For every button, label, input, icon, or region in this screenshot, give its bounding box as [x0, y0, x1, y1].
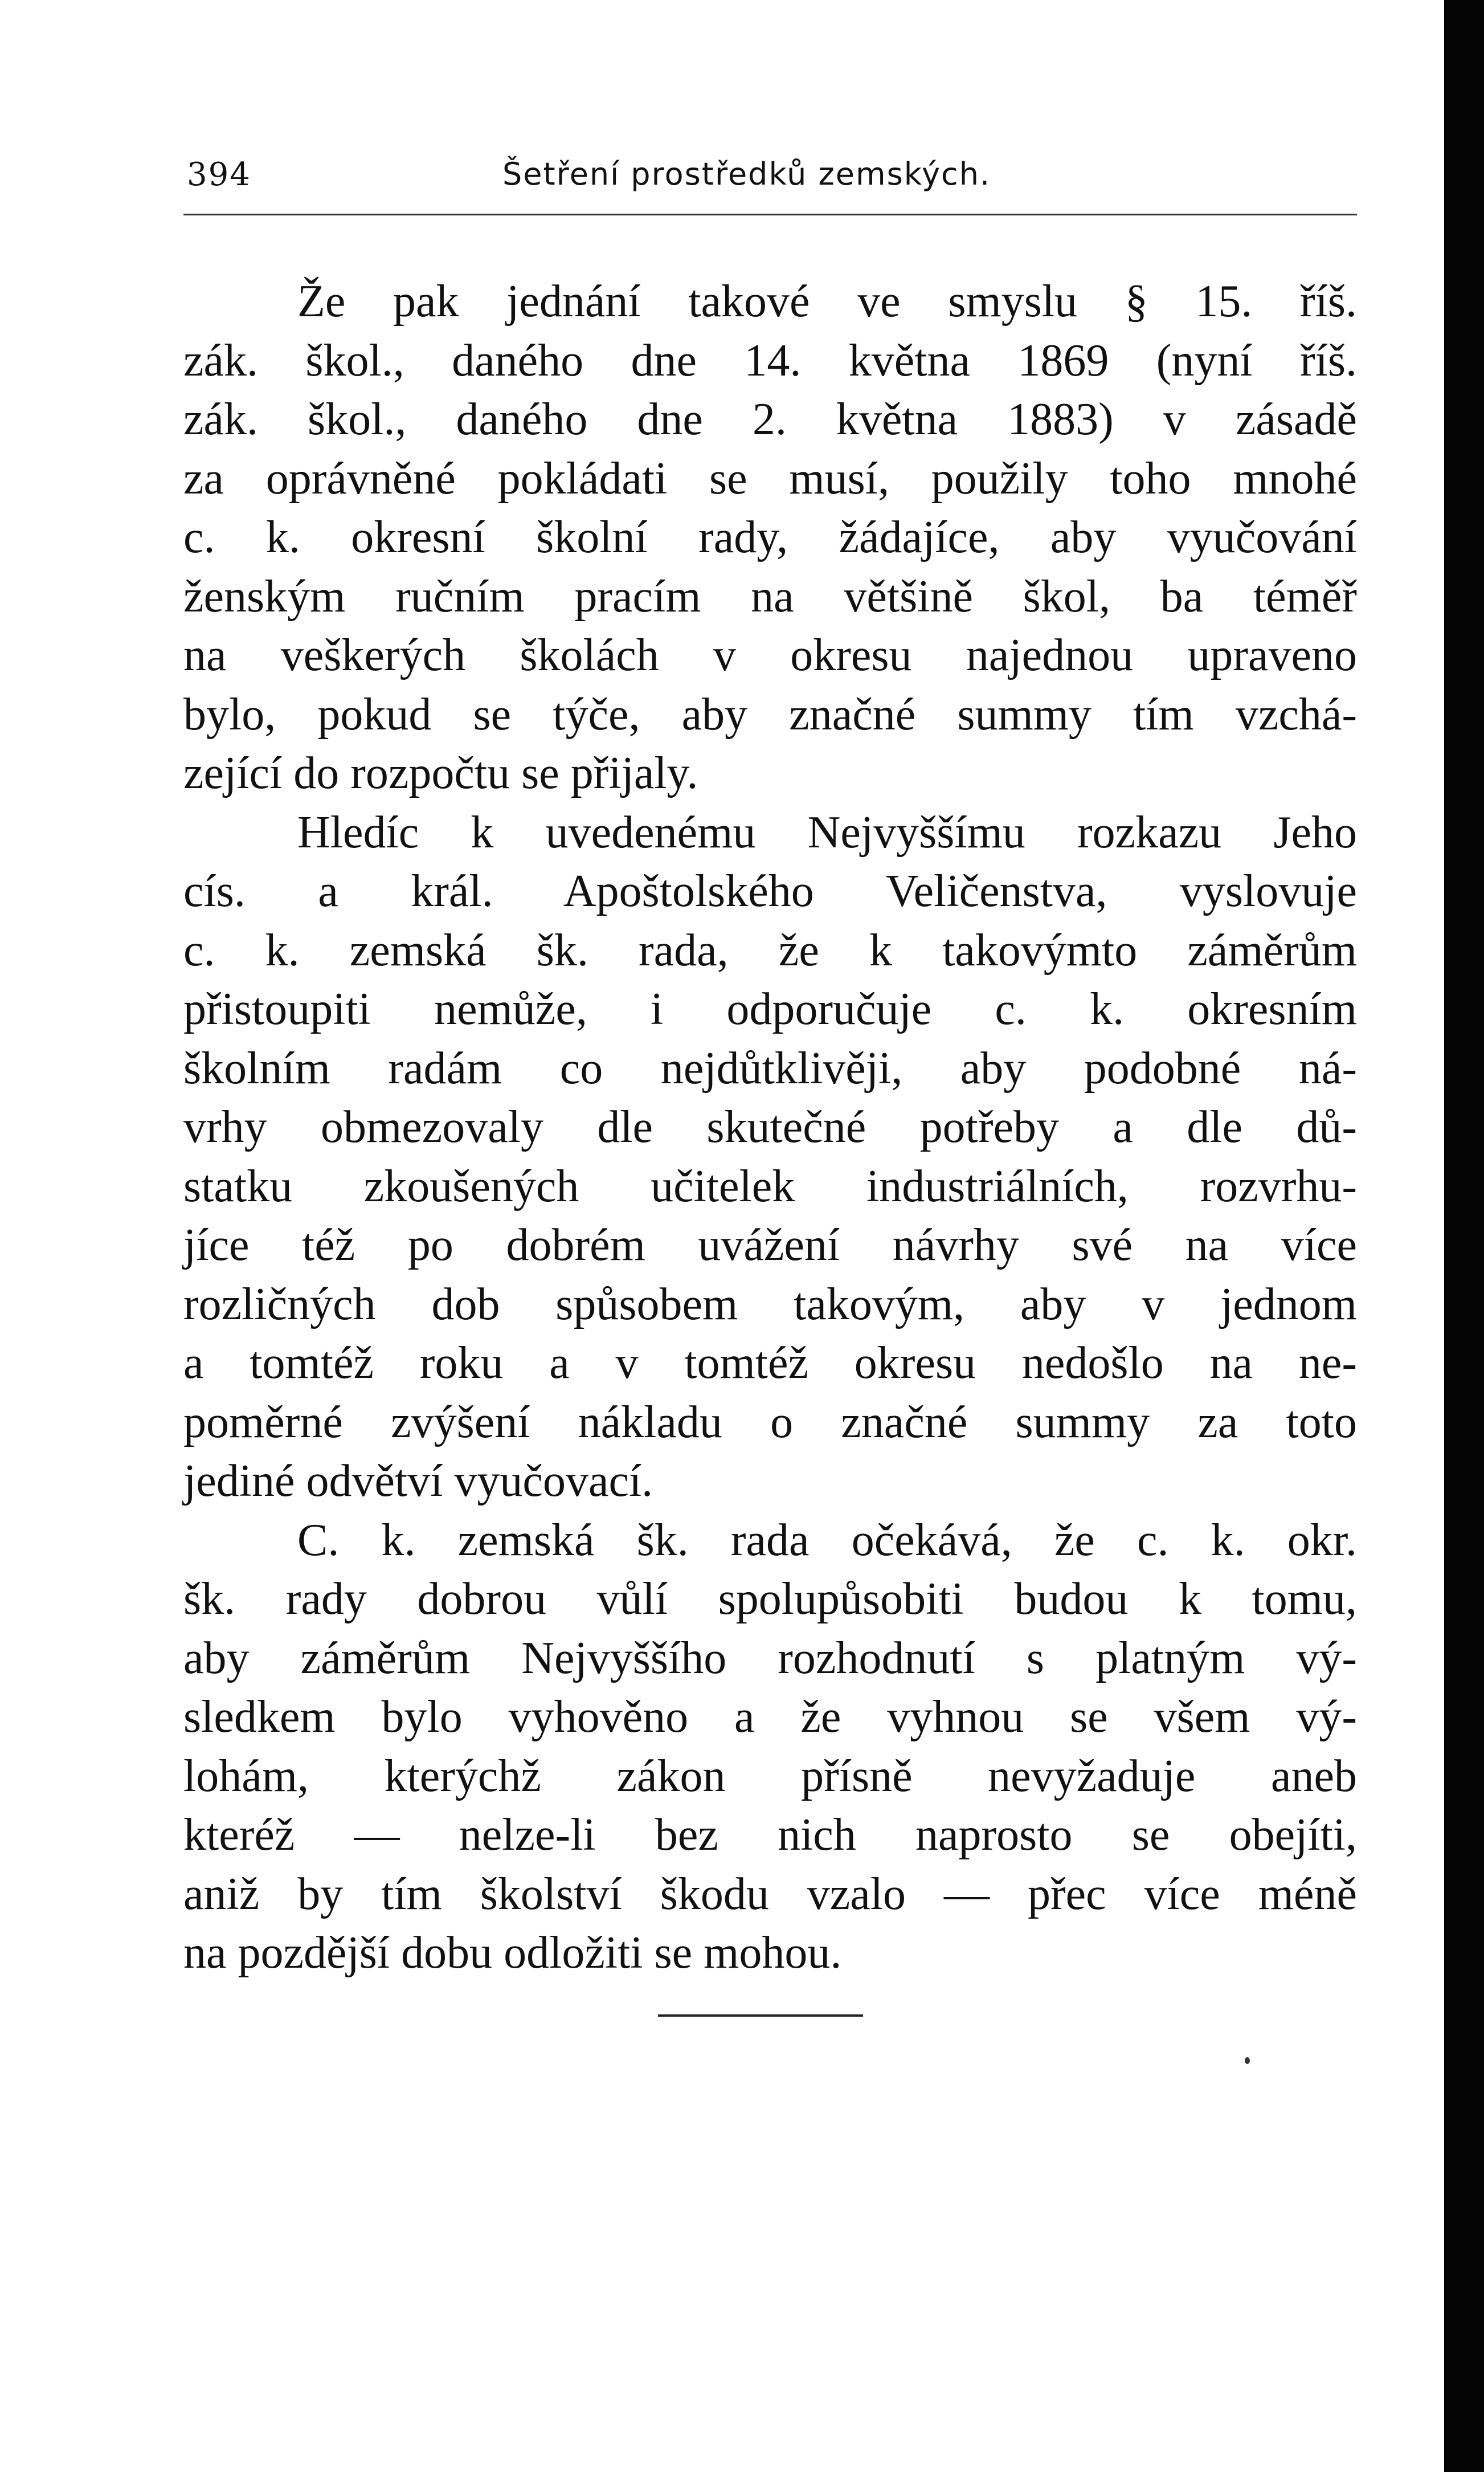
text-line: poměrné zvýšení nákladu o značné summy za toto [183, 1397, 1357, 1447]
text-line: jediné odvětví vyučovací. [183, 1456, 653, 1506]
paragraph-2 [183, 803, 1357, 1511]
text-line: c. k. zemská šk. rada, že k takovýmto záměrům [183, 925, 1357, 976]
text-line: lohám, kterýchž zákon přísně nevyžaduje aneb [183, 1751, 1357, 1801]
text-line: zák. škol., daného dne 2. května 1883) v zásadě [183, 394, 1357, 444]
header-rule [183, 214, 1357, 215]
text-line: a tomtéž roku a v tomtéž okresu nedošlo na ne- [183, 1338, 1357, 1388]
text-line: přistoupiti nemůže, i odporučuje c. k. okresním [183, 984, 1357, 1034]
text-line: šk. rady dobrou vůlí spolupůsobiti budou k tomu, [183, 1574, 1357, 1624]
running-head-title: Šetření prostředků zemských. [502, 156, 991, 192]
text-line: kteréž — nelze-li bez nich naprosto se obejíti, [183, 1810, 1357, 1860]
text-line: na veškerých školách v okresu najednou upraveno [183, 630, 1357, 680]
text-line: zející do rozpočtu se přijaly. [183, 748, 698, 798]
ink-speck [1245, 2057, 1250, 2064]
text-line: aniž by tím školství škodu vzalo — přec více méně [183, 1869, 1357, 1919]
page-edge [1444, 0, 1484, 2472]
text-line: C. k. zemská šk. rada očekává, že c. k. okr. [297, 1515, 1357, 1565]
text-line: jíce též po dobrém uvážení návrhy své na více [183, 1220, 1357, 1270]
text-line: Že pak jednání takové ve smyslu § 15. říš. [297, 276, 1357, 327]
page-number: 394 [187, 156, 251, 193]
body-text [183, 272, 1357, 1983]
text-line: statku zkoušených učitelek industriálních, rozvrhu- [183, 1161, 1357, 1211]
end-rule [658, 2014, 863, 2017]
paragraph-3 [183, 1511, 1357, 1983]
text-line: za oprávněné pokládati se musí, použily toho mnohé [183, 453, 1357, 504]
text-line: školním radám co nejdůtklivěji, aby podobné ná- [183, 1043, 1357, 1094]
text-line: aby záměrům Nejvyššího rozhodnutí s platným vý- [183, 1633, 1357, 1683]
paragraph-1 [183, 272, 1357, 803]
text-line: vrhy obmezovaly dle skutečné potřeby a dle dů- [183, 1102, 1357, 1152]
running-head [183, 149, 1357, 201]
text-line: rozličných dob spůsobem takovým, aby v jednom [183, 1279, 1357, 1329]
text-line: c. k. okresní školní rady, žádajíce, aby vyučování [183, 512, 1357, 562]
text-line: cís. a král. Apoštolského Veličenstva, vyslovuje [183, 866, 1357, 916]
text-line: zák. škol., daného dne 14. května 1869 (nyní říš. [183, 335, 1357, 386]
text-line: Hledíc k uvedenému Nejvyššímu rozkazu Jeho [297, 807, 1357, 858]
text-line: na pozdější dobu odložiti se mohou. [183, 1928, 842, 1978]
text-line: ženským ručním pracím na většině škol, ba téměř [183, 571, 1357, 622]
text-line: sledkem bylo vyhověno a že vyhnou se všem vý- [183, 1692, 1357, 1742]
text-line: bylo, pokud se týče, aby značné summy tím vzchá- [183, 689, 1357, 740]
